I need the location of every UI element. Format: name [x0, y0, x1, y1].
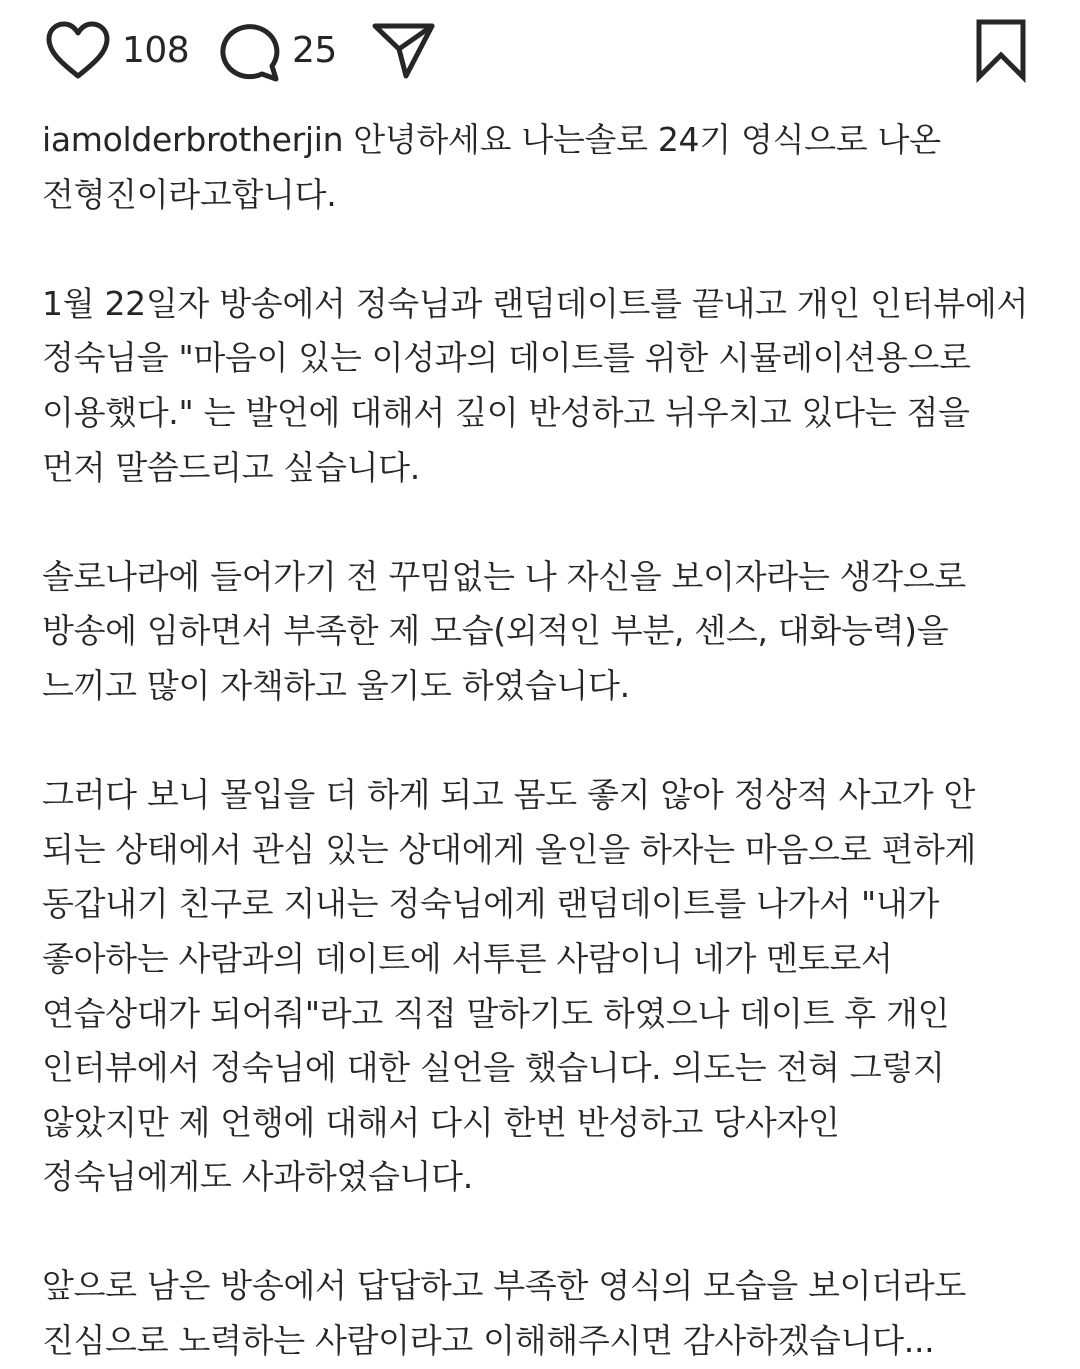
share-button[interactable] [370, 14, 438, 86]
caption-paragraph [42, 113, 1052, 222]
caption-line [42, 1314, 1052, 1369]
paper-plane-icon [370, 18, 438, 82]
caption-text: 인터뷰에서 정숙님에 대한 실언을 했습니다. 의도는 전혀 그렇지 [42, 1048, 945, 1088]
bookmark-outline-icon [970, 17, 1032, 83]
caption-text: 솔로나라에 들어가기 전 꾸밈없는 나 자신을 보이자라는 생각으로 [42, 556, 966, 596]
caption-text: 느끼고 많이 자책하고 울기도 하였습니다. [42, 665, 630, 705]
caption-text: 되는 상태에서 관심 있는 상대에게 올인을 하자는 마음으로 편하게 [42, 829, 977, 869]
username-link[interactable]: iamolderbrotherjin [42, 120, 344, 159]
speech-bubble-icon [216, 17, 282, 83]
caption-text: 앞으로 남은 방송에서 답답하고 부족한 영식의 모습을 보이더라도 [42, 1266, 966, 1306]
caption-text: 진심으로 노력하는 사람이라고 이해해주시면 감사하겠습니다... [42, 1321, 935, 1361]
caption-text: 않았지만 제 언행에 대해서 다시 한번 반성하고 당사자인 [42, 1102, 840, 1142]
caption-line [42, 877, 1052, 932]
caption-line [42, 987, 1052, 1042]
caption-line [42, 659, 1052, 714]
caption-line [42, 441, 1052, 496]
caption-text: 이용했다." 는 발언에 대해서 깊이 반성하고 뉘우치고 있다는 점을 [42, 392, 970, 432]
caption-text: 동갑내기 친구로 지내는 정숙님에게 랜덤데이트를 나가서 "내가 [42, 884, 940, 924]
caption-text: 그러다 보니 몰입을 더 하게 되고 몸도 좋지 않아 정상적 사고가 안 [42, 775, 976, 815]
caption-line [42, 277, 1052, 332]
caption-line [42, 168, 1052, 223]
caption-line [42, 1096, 1052, 1151]
caption-line [42, 768, 1052, 823]
caption-paragraph [42, 550, 1052, 714]
save-button[interactable] [970, 14, 1032, 86]
caption-line [42, 823, 1052, 878]
like-button[interactable] [44, 14, 189, 86]
caption-line [42, 331, 1052, 386]
caption-line [42, 386, 1052, 441]
caption-text: 연습상대가 되어줘"라고 직접 말하기도 하였으나 데이트 후 개인 [42, 993, 950, 1033]
caption-line [42, 932, 1052, 987]
post-caption [42, 113, 1052, 1369]
caption-text: 1월 22일자 방송에서 정숙님과 랜덤데이트를 끝내고 개인 인터뷰에서 [42, 283, 1029, 323]
post-action-bar [0, 0, 1080, 100]
caption-line [42, 1041, 1052, 1096]
caption-text: 정숙님에게도 사과하였습니다. [42, 1157, 473, 1197]
caption-line [42, 113, 1052, 168]
caption-text: 좋아하는 사람과의 데이트에 서투른 사람이니 네가 멘토로서 [42, 938, 893, 978]
caption-line [42, 1259, 1052, 1314]
caption-line [42, 604, 1052, 659]
caption-line [42, 1150, 1052, 1205]
caption-paragraph [42, 768, 1052, 1205]
caption-line [42, 550, 1052, 605]
caption-paragraph [42, 1259, 1052, 1368]
heart-outline-icon [44, 20, 112, 80]
caption-paragraph [42, 277, 1052, 495]
caption-text: 먼저 말씀드리고 싶습니다. [42, 447, 420, 487]
comment-button[interactable] [216, 14, 337, 86]
caption-text: 안녕하세요 나는솔로 24기 영식으로 나온 [353, 120, 941, 159]
comment-count: 25 [292, 29, 337, 71]
caption-text: 정숙님을 "마음이 있는 이성과의 데이트를 위한 시뮬레이션용으로 [42, 338, 971, 378]
caption-text: 방송에 임하면서 부족한 제 모습(외적인 부분, 센스, 대화능력)을 [42, 611, 949, 651]
like-count: 108 [122, 29, 190, 71]
caption-text: 전형진이라고합니다. [42, 174, 337, 214]
